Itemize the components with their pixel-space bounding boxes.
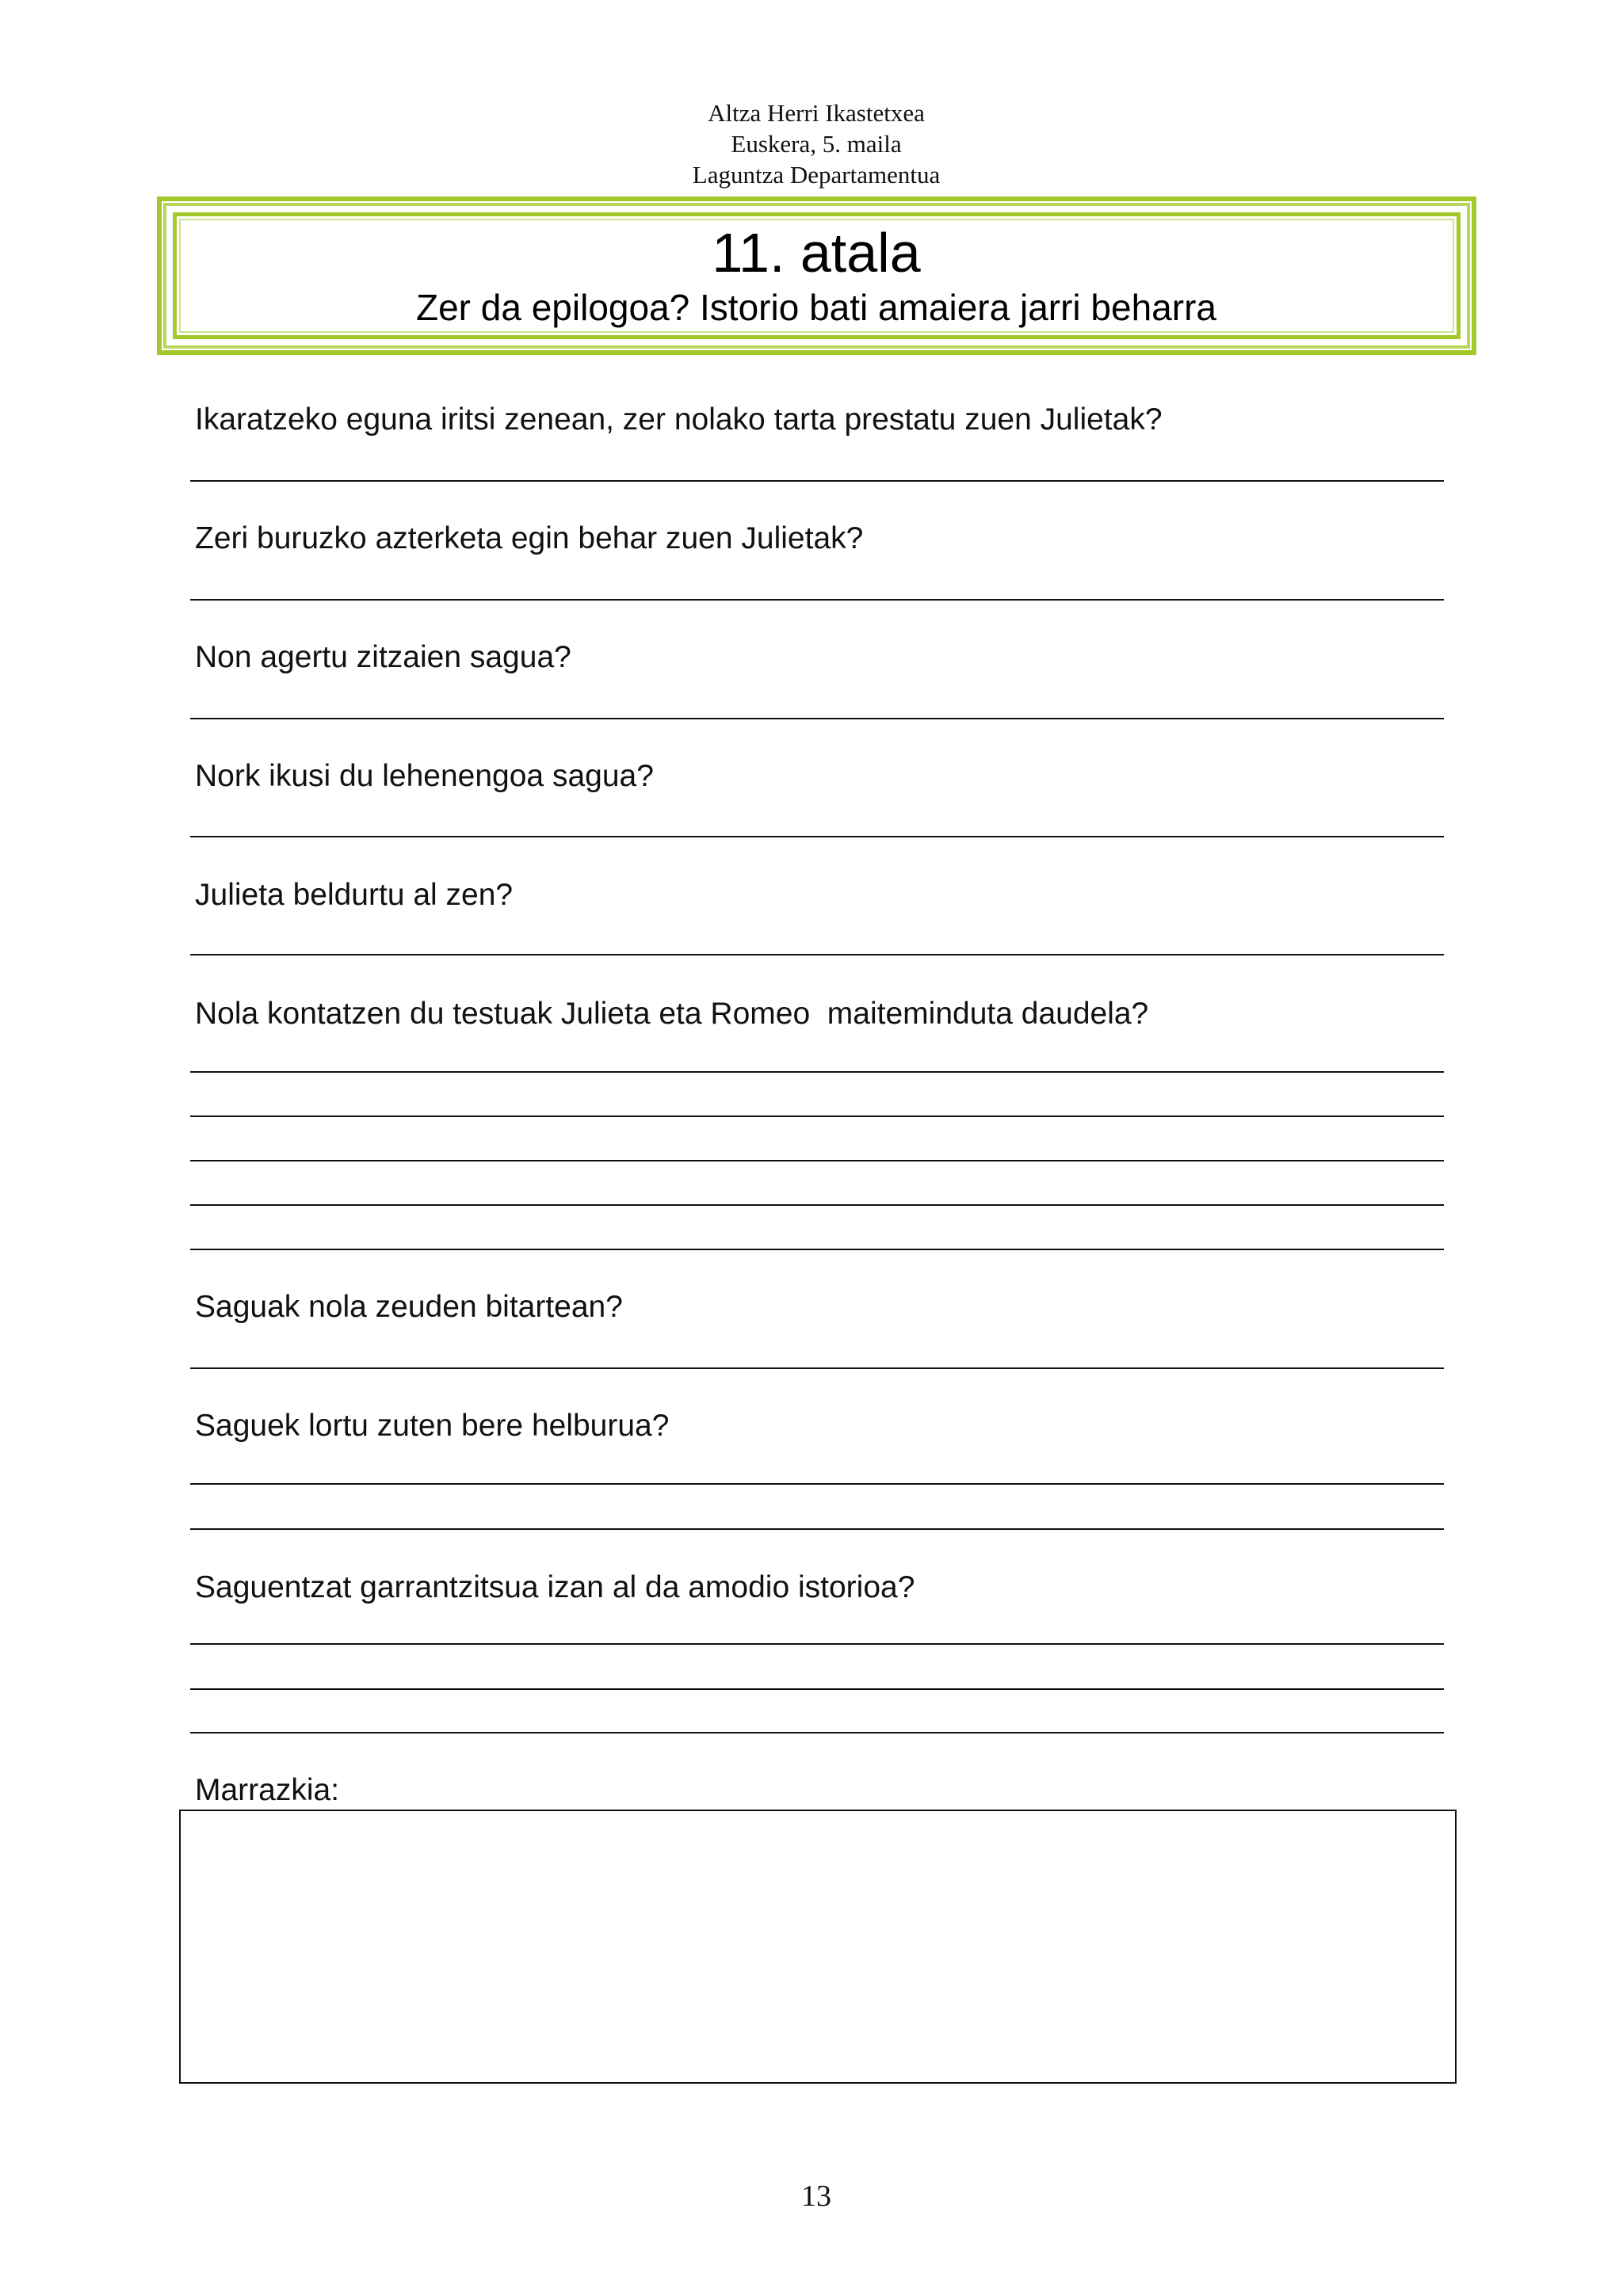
- section-title: 11. atala: [712, 222, 921, 284]
- answer-line[interactable]: [190, 1160, 1444, 1161]
- drawing-box[interactable]: [179, 1810, 1457, 2084]
- answer-line[interactable]: [190, 954, 1444, 955]
- answer-line[interactable]: [190, 1483, 1444, 1485]
- answer-line[interactable]: [190, 1071, 1444, 1073]
- answer-line[interactable]: [190, 1643, 1444, 1645]
- answer-line[interactable]: [190, 1688, 1444, 1690]
- question-5: Julieta beldurtu al zen?: [195, 878, 514, 912]
- answer-line[interactable]: [190, 1204, 1444, 1206]
- drawing-label: Marrazkia:: [195, 1773, 340, 1807]
- answer-line[interactable]: [190, 1732, 1444, 1733]
- answer-line[interactable]: [190, 1528, 1444, 1530]
- question-3: Non agertu zitzaien sagua?: [195, 640, 571, 674]
- question-9: Saguentzat garrantzitsua izan al da amodio istorioa?: [195, 1570, 915, 1604]
- answer-line[interactable]: [190, 1367, 1444, 1369]
- question-4: Nork ikusi du lehenengoa sagua?: [195, 759, 654, 793]
- question-7: Saguak nola zeuden bitartean?: [195, 1290, 623, 1324]
- section-subtitle: Zer da epilogoa? Istorio bati amaiera jarri beharra: [416, 287, 1216, 328]
- question-8: Saguek lortu zuten bere helburua?: [195, 1409, 670, 1443]
- header-department: Laguntza Departamentua: [692, 161, 941, 189]
- answer-line[interactable]: [190, 599, 1444, 601]
- answer-line[interactable]: [190, 1249, 1444, 1250]
- header-school: Altza Herri Ikastetxea: [708, 99, 925, 127]
- question-6: Nola kontatzen du testuak Julieta eta Romeo maiteminduta daudela?: [195, 997, 1149, 1031]
- answer-line[interactable]: [190, 1116, 1444, 1117]
- answer-line[interactable]: [190, 836, 1444, 837]
- question-2: Zeri buruzko azterketa egin behar zuen Julietak?: [195, 521, 864, 555]
- page-number: 13: [801, 2180, 831, 2213]
- answer-line[interactable]: [190, 718, 1444, 719]
- header-course: Euskera, 5. maila: [731, 130, 902, 158]
- answer-line[interactable]: [190, 480, 1444, 482]
- question-1: Ikaratzeko eguna iritsi zenean, zer nolako tarta prestatu zuen Julietak?: [195, 402, 1163, 437]
